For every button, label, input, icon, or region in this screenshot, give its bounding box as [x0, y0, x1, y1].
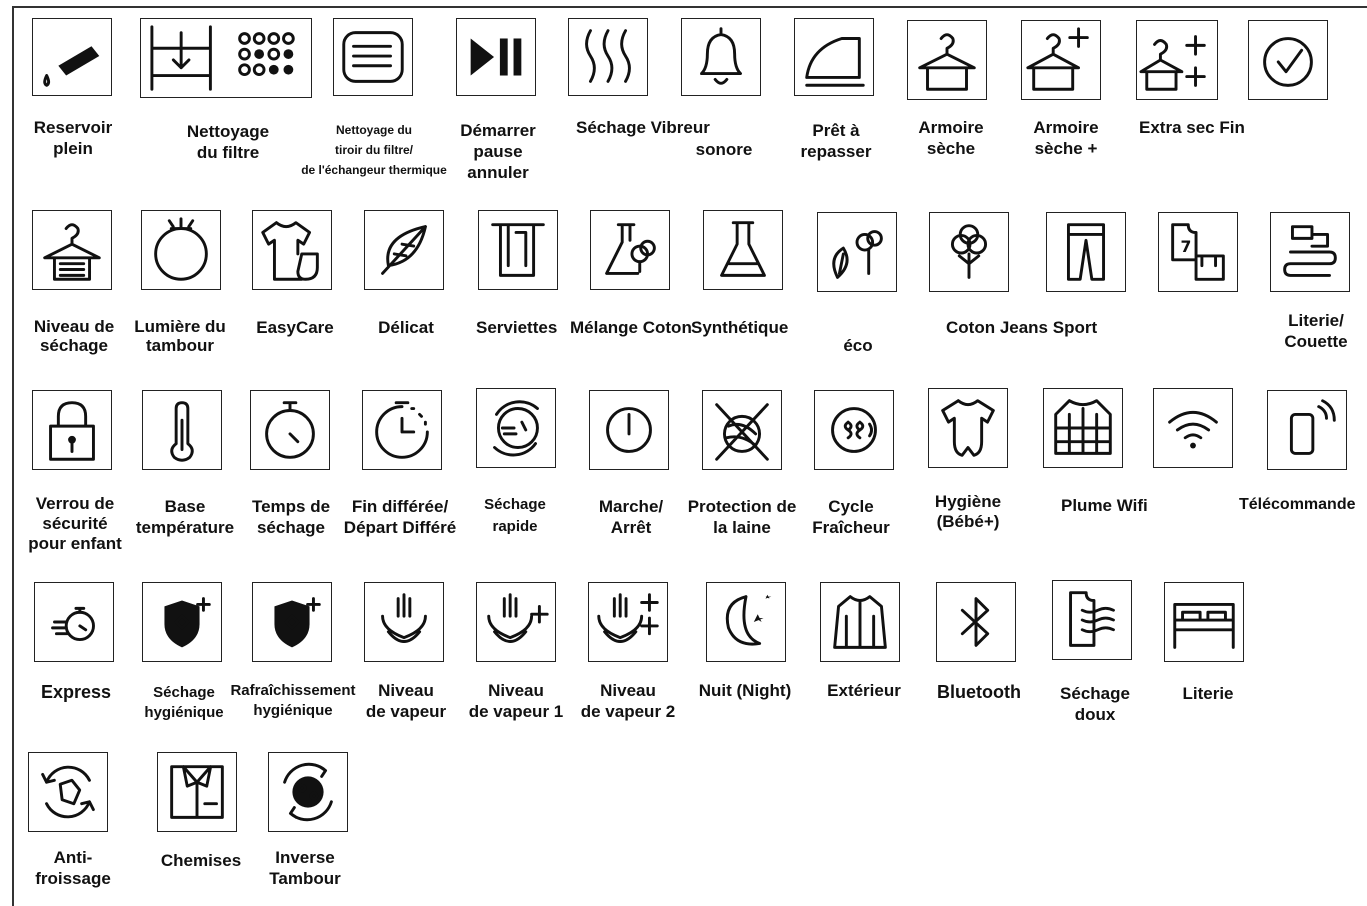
label-armoire: Armoire sèche [918, 118, 984, 158]
label-melange: Mélange Coton [570, 318, 692, 337]
label-extra-sec-fin: Extra sec Fin [1139, 118, 1245, 137]
check-circle-icon [1248, 20, 1328, 100]
hanger-plus-icon [1021, 20, 1101, 100]
label-sechage-doux: Séchage doux [1060, 684, 1130, 724]
bluetooth-icon [936, 582, 1016, 662]
sport-shirt-icon [1158, 212, 1238, 292]
label-sonore: sonore [695, 140, 753, 159]
bell-icon [681, 18, 761, 96]
power-icon [589, 390, 669, 470]
svg-text:7: 7 [1180, 238, 1192, 256]
label-rafraichissement: Rafraîchissement hygiénique [230, 682, 356, 719]
padlock-icon [32, 390, 112, 470]
filter-drawer-icon [333, 18, 413, 96]
shirt-icon [157, 752, 237, 832]
down-jacket-icon [1043, 388, 1123, 468]
label-vapeur: Niveau de vapeur [365, 681, 447, 721]
label-fin-differee: Fin différée/ Départ Différé [343, 497, 457, 537]
filter-cleaning-icon [140, 18, 312, 98]
jeans-icon [1046, 212, 1126, 292]
label-bluetooth: Bluetooth [937, 682, 1021, 702]
label-pret: Prêt à repasser [800, 121, 872, 161]
hanger-icon [907, 20, 987, 100]
express-timer-icon [34, 582, 114, 662]
label-serviettes: Serviettes [476, 318, 558, 337]
steam-level-1-icon [476, 582, 556, 662]
water-tank-icon [32, 18, 112, 96]
moon-star-icon [706, 582, 786, 662]
label-chemises: Chemises [160, 851, 242, 870]
bedding-icon [1270, 212, 1350, 292]
label-plume-wifi: Plume Wifi [1061, 496, 1148, 515]
bed-icon [1164, 582, 1244, 662]
flask-cotton-icon [590, 210, 670, 290]
hanger-double-plus-icon [1136, 20, 1218, 100]
remote-control-icon [1267, 390, 1347, 470]
hygienic-drying-icon [142, 582, 222, 662]
label-delicat: Délicat [378, 318, 434, 337]
reverse-drum-icon [268, 752, 348, 832]
thermometer-icon [142, 390, 222, 470]
label-marche: Marche/ Arrêt [598, 497, 664, 537]
wifi-icon [1153, 388, 1233, 468]
label-niveau-sechage: Niveau de séchage [33, 317, 115, 355]
anti-crease-icon [28, 752, 108, 832]
label-verrou: Verrou de sécurité pour enfant [28, 494, 122, 553]
label-reservoir: Reservoir plein [33, 118, 113, 158]
label-nettoyage-tiroir: Nettoyage du tiroir du filtre/ de l'échangeur thermique [301, 123, 447, 177]
label-eco: éco [843, 336, 873, 355]
label-vapeur1: Niveau de vapeur 1 [468, 681, 564, 721]
label-nuit: Nuit (Night) [698, 681, 792, 700]
label-sechage-vibreur: Séchage Vibreur [576, 118, 710, 137]
label-cycle: Cycle Fraîcheur [812, 497, 890, 537]
label-literie: Literie [1182, 684, 1234, 703]
label-coton-jeans-sport: Coton Jeans Sport [946, 318, 1098, 337]
flask-icon [703, 210, 783, 290]
label-exterieur: Extérieur [827, 681, 901, 700]
shirt-sock-icon [252, 210, 332, 290]
label-easycare: EasyCare [256, 318, 334, 337]
delayed-clock-icon [362, 390, 442, 470]
steam-level-icon [364, 582, 444, 662]
label-lumiere: Lumière du tambour [134, 317, 226, 355]
label-anti: Anti- froissage [35, 848, 111, 888]
label-armoire-plus: Armoire sèche + [1033, 118, 1099, 158]
label-demarrer: Démarrer pause annuler [460, 121, 536, 182]
label-literie-couette: Literie/ Couette [1284, 311, 1348, 351]
steam-level-2-icon [588, 582, 668, 662]
label-telecommande: Télécommande [1239, 496, 1356, 513]
feather-icon [364, 210, 444, 290]
soft-drying-icon [1052, 580, 1132, 660]
label-synthetique: Synthétique [691, 318, 789, 337]
label-temps: Temps de séchage [251, 497, 331, 537]
label-sechage-hyg: Séchage hygiénique [144, 684, 224, 721]
quick-dry-icon [476, 388, 556, 468]
hanger-level-icon [32, 210, 112, 290]
label-vapeur2: Niveau de vapeur 2 [580, 681, 676, 721]
drum-light-icon [141, 210, 221, 290]
iron-icon [794, 18, 874, 96]
label-base-temp: Base température [135, 497, 235, 537]
label-protection: Protection de la laine [687, 497, 797, 537]
play-pause-icon [456, 18, 536, 96]
label-hygiene: Hygiène (Bébé+) [934, 492, 1002, 531]
cotton-icon [929, 212, 1009, 292]
heat-waves-icon [568, 18, 648, 96]
label-nettoyage-filtre: Nettoyage du filtre [186, 122, 270, 162]
outdoor-jacket-icon [820, 582, 900, 662]
stopwatch-icon [250, 390, 330, 470]
hygienic-refresh-icon [252, 582, 332, 662]
label-inverse: Inverse Tambour [269, 848, 341, 888]
wool-yarn-icon [702, 390, 782, 470]
towel-icon [478, 210, 558, 290]
baby-onesie-icon [928, 388, 1008, 468]
label-sechage-rapide: Séchage rapide [484, 496, 546, 535]
eco-plant-icon [817, 212, 897, 292]
fan-cycle-icon [814, 390, 894, 470]
label-express: Express [40, 682, 112, 702]
